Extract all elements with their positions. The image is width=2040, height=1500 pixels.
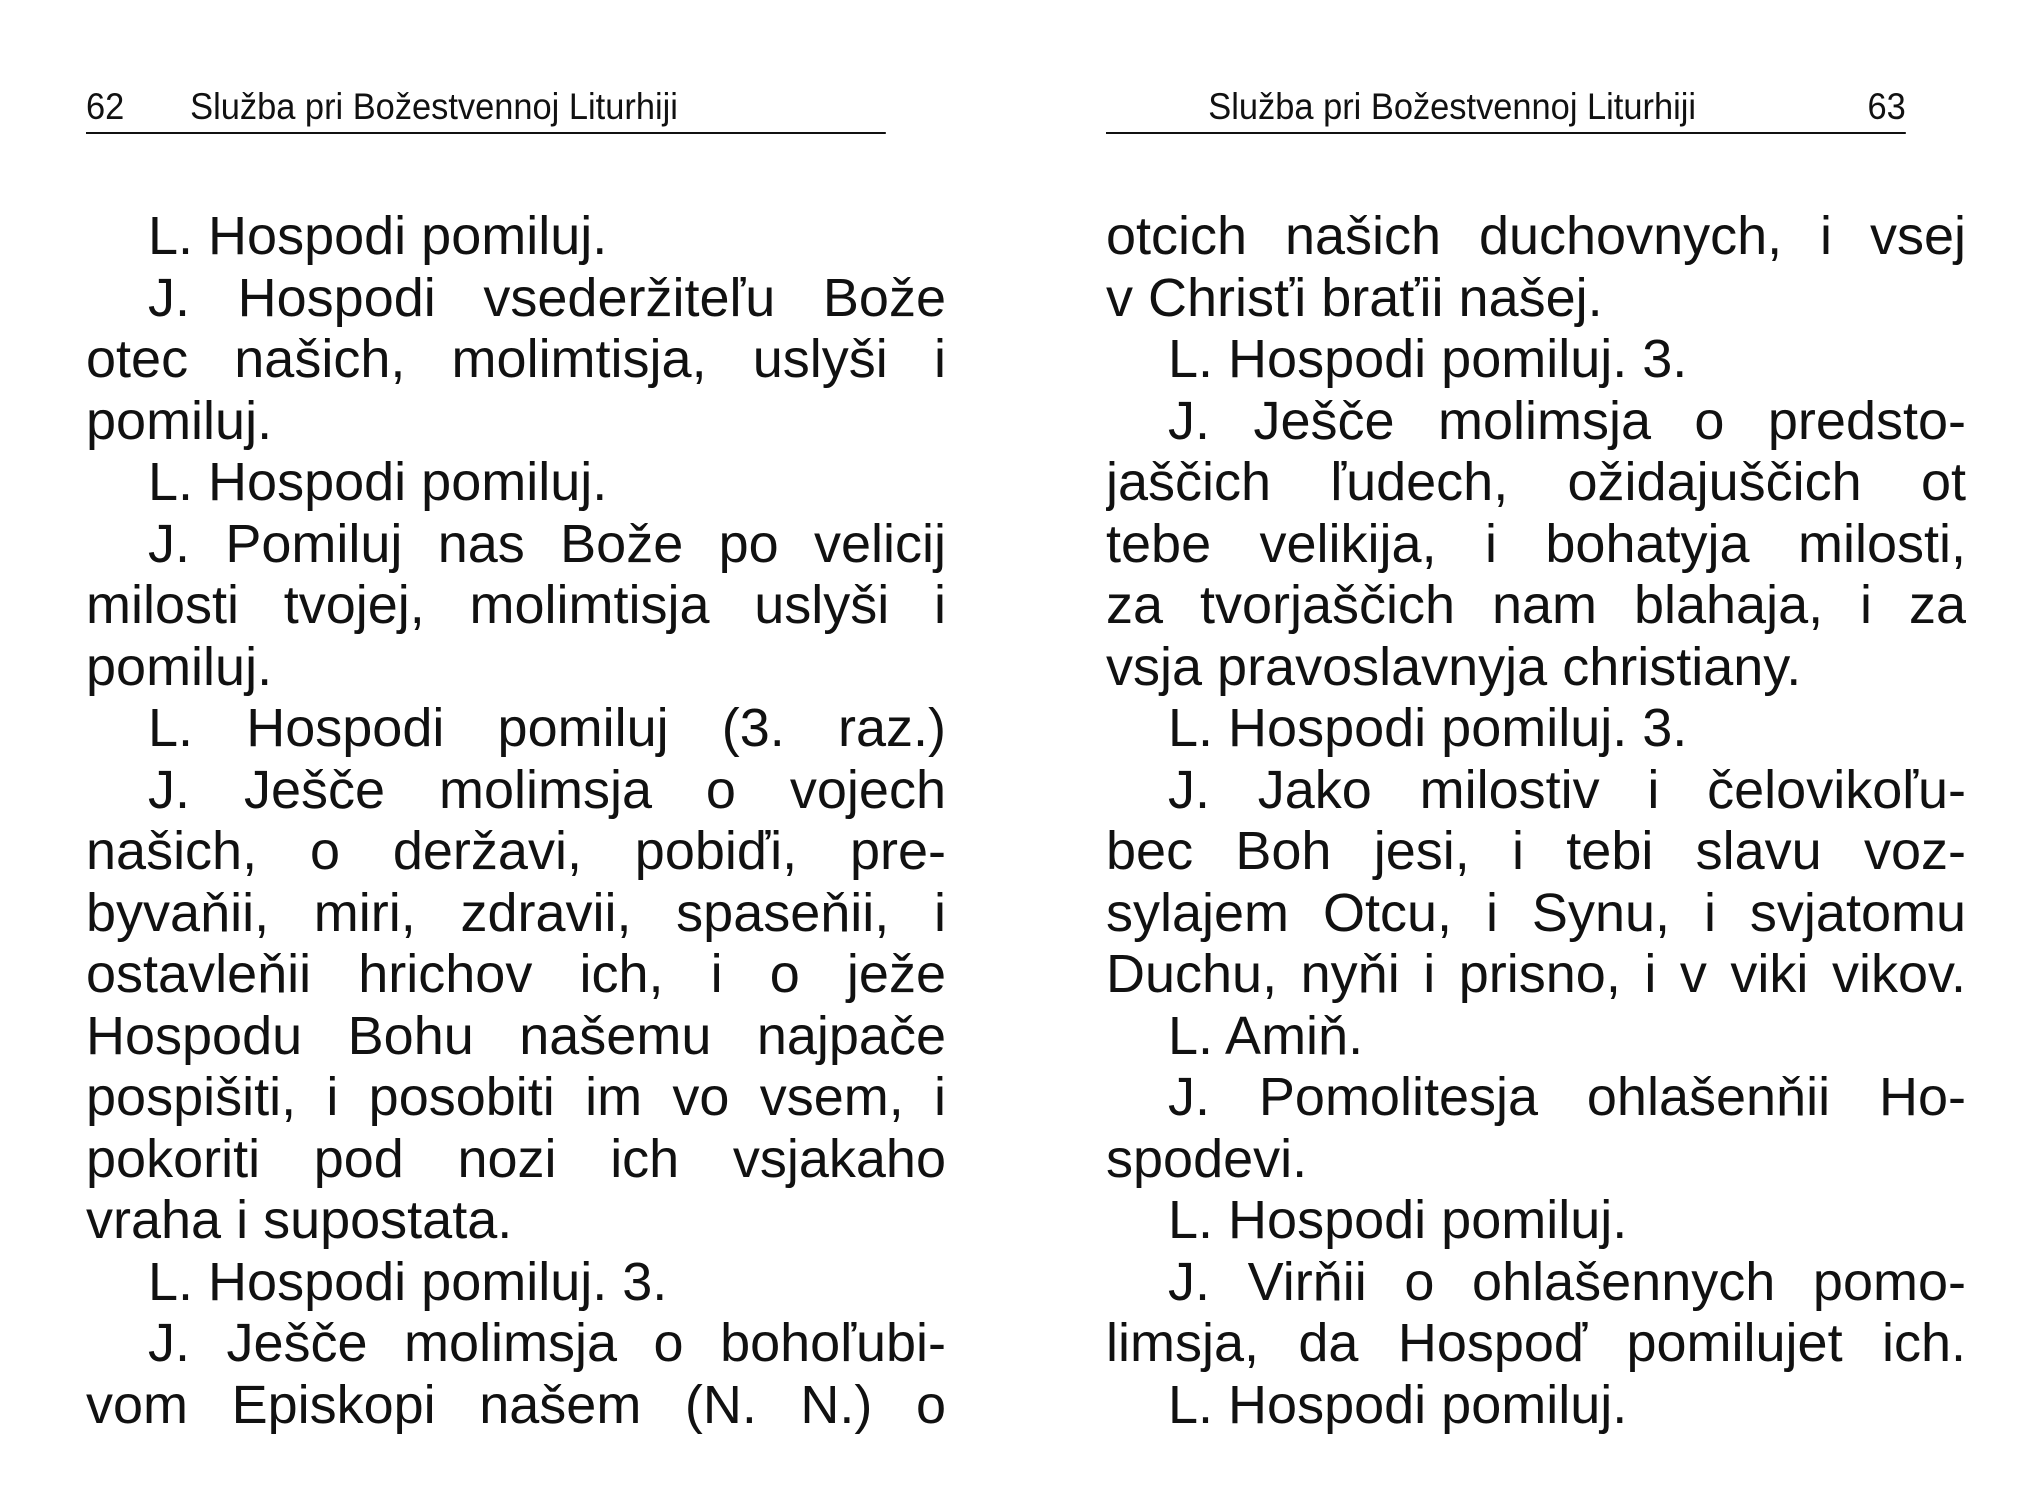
- text-line: v Chrisťi braťii našej.: [1106, 267, 1603, 328]
- text-line: J. Hospodi vsederžiteľu Bože: [148, 267, 946, 328]
- text-line: L. Hospodi pomiluj. 3.: [1168, 698, 1688, 758]
- text-line: Hospodu Bohu našemu najpače: [86, 1005, 946, 1066]
- text-line: L. Hospodi pomiluj.: [1168, 1190, 1628, 1250]
- text-line: Duchu, nyňi i prisno, i v viki vikov.: [1106, 944, 1966, 1004]
- text-line: pomiluj.: [86, 636, 273, 697]
- left-page-number: 62: [86, 86, 125, 127]
- text-line: limsja, da Hospoď pomilujet ich.: [1106, 1313, 1966, 1373]
- text-line: pokoriti pod nozi ich vsjakaho: [86, 1128, 946, 1189]
- text-line: L. Hospodi pomiluj (3. raz.): [148, 698, 946, 758]
- text-line: J. Ješče molimsja o vojech: [148, 759, 946, 820]
- text-line: L. Hospodi pomiluj. 3.: [148, 1251, 668, 1312]
- text-line: milosti tvojej, molimtisja uslyši i: [86, 575, 946, 635]
- text-line: za tvorjaščich nam blahaja, i za: [1106, 575, 1966, 635]
- left-page-header: [86, 82, 886, 134]
- text-line: otcich našich duchovnych, i vsej: [1106, 206, 1966, 266]
- text-line: J. Pomolitesja ohlašenňii Ho-: [1168, 1067, 1966, 1127]
- text-line: otec našich, molimtisja, uslyši i: [86, 329, 946, 389]
- text-line: vom Episkopi našem (N. N.) o: [86, 1374, 946, 1435]
- text-line: byvaňii, miri, zdravii, spaseňii, i: [86, 882, 946, 943]
- text-line: bec Boh jesi, i tebi slavu voz-: [1106, 821, 1966, 881]
- right-page: [1106, 0, 1966, 1500]
- text-line: J. Ješče molimsja o bohoľubi-: [148, 1313, 946, 1373]
- text-line: L. Hospodi pomiluj.: [148, 206, 608, 266]
- text-line: L. Hospodi pomiluj.: [1168, 1374, 1628, 1435]
- text-line: sylajem Otcu, i Synu, i svjatomu: [1106, 882, 1966, 943]
- text-line: pospišiti, i posobiti im vo vsem, i: [86, 1067, 946, 1127]
- text-line: pomiluj.: [86, 390, 273, 451]
- right-page-header: [1106, 82, 1906, 134]
- text-line: J. Virňii o ohlašennych pomo-: [1168, 1251, 1966, 1312]
- text-line: spodevi.: [1106, 1128, 1308, 1189]
- text-line: jaščich ľudech, ožidajuščich ot: [1106, 452, 1966, 512]
- text-line: L. Hospodi pomiluj. 3.: [1168, 329, 1688, 389]
- text-line: tebe velikija, i bohatyja milosti,: [1106, 513, 1966, 574]
- text-line: L. Hospodi pomiluj.: [148, 452, 608, 512]
- right-page-text: [1106, 206, 1966, 1436]
- left-page-text: [86, 206, 946, 1436]
- text-line: vraha i supostata.: [86, 1190, 513, 1250]
- right-page-number: 63: [1867, 86, 1906, 127]
- text-line: J. Ješče molimsja o predsto-: [1168, 390, 1966, 451]
- right-running-title: Služba pri Božestvennoj Liturhiji: [1208, 86, 1697, 127]
- left-running-title: Služba pri Božestvennoj Liturhiji: [190, 86, 678, 127]
- text-line: J. Pomiluj nas Bože po velicij: [148, 513, 946, 574]
- text-line: L. Amiň.: [1168, 1005, 1364, 1066]
- text-line: vsja pravoslavnyja christiany.: [1106, 636, 1802, 697]
- text-line: ostavleňii hrichov ich, i o ježe: [86, 944, 946, 1004]
- left-page: [86, 0, 946, 1500]
- text-line: J. Jako milostiv i čelovikoľu-: [1168, 759, 1966, 820]
- text-line: našich, o deržavi, pobiďi, pre-: [86, 821, 946, 881]
